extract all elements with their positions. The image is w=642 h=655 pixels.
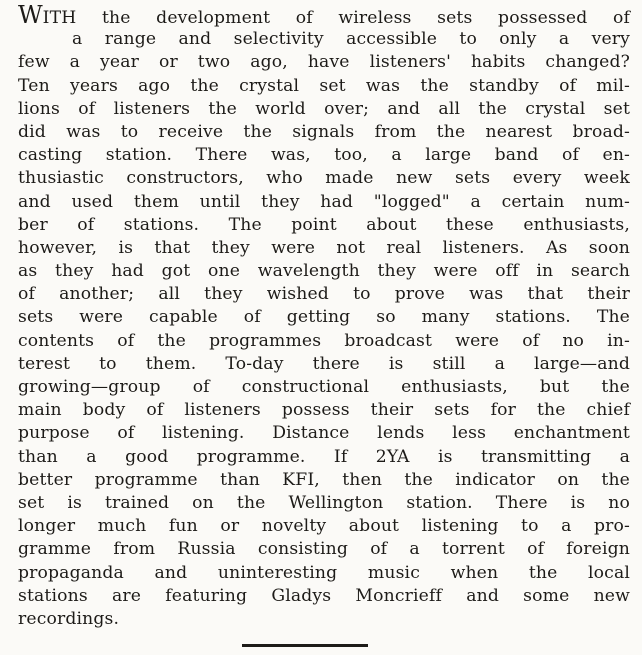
article-line: stations are featuring Gladys Moncrieff and some new bbox=[18, 585, 630, 606]
article-line: Ten years ago the crystal set was the standby of mil- bbox=[18, 75, 630, 96]
article-line: purpose of listening. Distance lends less enchantment bbox=[18, 423, 630, 444]
article-line: of another; all they wished to prove was that their bbox=[18, 284, 630, 305]
article-line: WITH the development of wireless sets possessed of bbox=[18, 1, 630, 29]
drop-cap: W bbox=[18, 1, 43, 29]
article-line: sets were capable of getting so many stations. The bbox=[18, 307, 630, 328]
article-line: lions of listeners the world over; and all the crystal set bbox=[18, 98, 630, 119]
article-line: better programme than KFI, then the indicator on the bbox=[18, 469, 630, 490]
article-line: longer much fun or novelty about listening to a pro- bbox=[18, 516, 630, 537]
article-body bbox=[18, 1, 630, 631]
article-line: propaganda and uninteresting music when the local bbox=[18, 562, 630, 583]
article-line: and used them until they had "logged" a certain num- bbox=[18, 191, 630, 212]
article-line: ber of stations. The point about these enthusiasts, bbox=[18, 214, 630, 235]
article-line: main body of listeners possess their sets for the chief bbox=[18, 400, 630, 421]
article-line: casting station. There was, too, a large band of en- bbox=[18, 145, 630, 166]
article-line: growing—group of constructional enthusiasts, but the bbox=[18, 377, 630, 397]
article-line: than a good programme. If 2YA is transmitting a bbox=[18, 446, 630, 467]
article-line: few a year or two ago, have listeners' habits changed? bbox=[18, 52, 630, 73]
article-line: thusiastic constructors, who made new sets every week bbox=[18, 168, 630, 189]
article-line: set is trained on the Wellington station. There is no bbox=[18, 492, 630, 513]
article-line: did was to receive the signals from the nearest broad- bbox=[18, 121, 630, 142]
end-rule bbox=[242, 644, 368, 647]
article-line: as they had got one wavelength they were off in search bbox=[18, 261, 630, 282]
article-line: a range and selectivity accessible to only a very bbox=[72, 29, 630, 50]
article-line: recordings. bbox=[18, 608, 120, 629]
article-line: terest to them. To-day there is still a large—and bbox=[18, 353, 630, 374]
article-line: gramme from Russia consisting of a torrent of foreign bbox=[18, 539, 630, 560]
article-line: however, is that they were not real listeners. As soon bbox=[18, 237, 630, 258]
article-line: contents of the programmes broadcast were of no in- bbox=[18, 330, 630, 351]
